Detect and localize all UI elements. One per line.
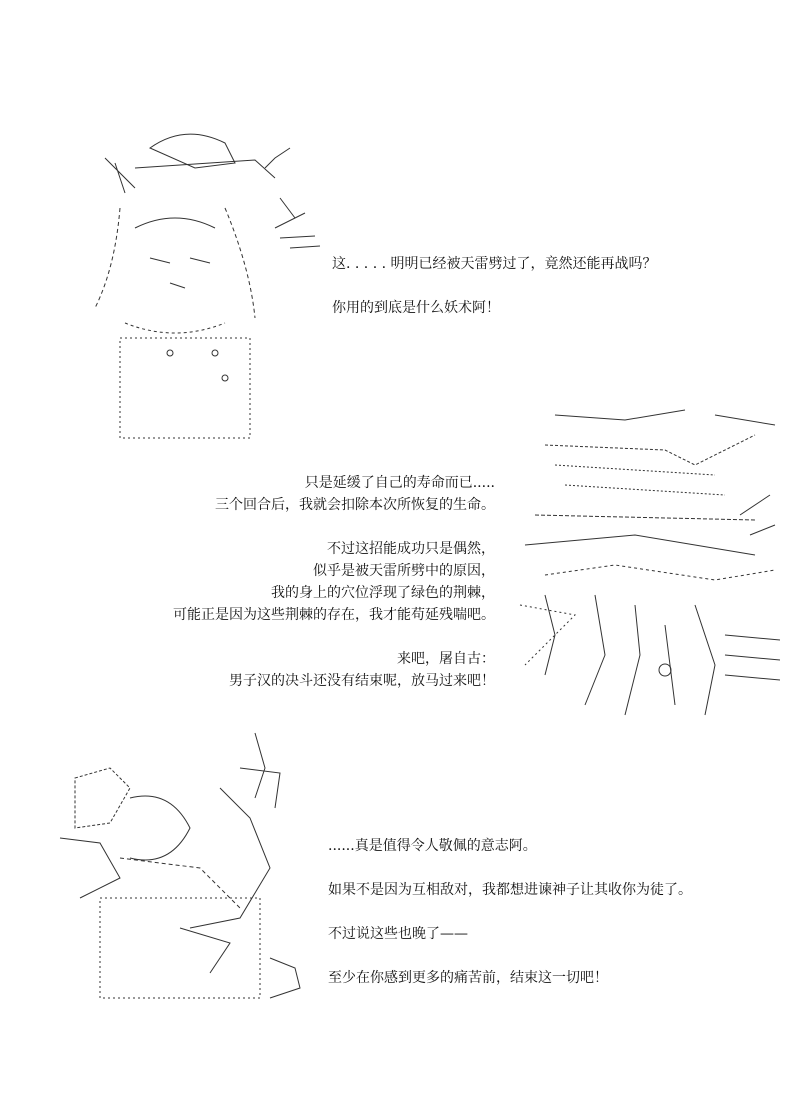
dialogue-block-3 — [328, 835, 692, 989]
dialogue-line: 至少在你感到更多的痛苦前，结束这一切吧！ — [328, 970, 608, 986]
dialogue-line: 你用的到底是什么妖术阿！ — [332, 300, 500, 316]
dialogue-line: 我的身上的穴位浮现了绿色的荆棘， — [271, 585, 495, 601]
dialogue-line: 不过这招能成功只是偶然， — [327, 541, 495, 557]
dialogue-line: ......真是值得令人敬佩的意志阿。 — [328, 838, 537, 854]
dialogue-line: 只是延缓了自己的寿命而已..... — [304, 475, 495, 491]
dialogue-line: 这. . . . . 明明已经被天雷劈过了，竟然还能再战吗？ — [332, 256, 657, 272]
dialogue-block-2 — [173, 472, 495, 692]
ascii-art-fighting-figures-icon — [40, 728, 315, 1010]
dialogue-line: 三个回合后，我就会扣除本次所恢复的生命。 — [215, 497, 495, 513]
dialogue-line: 男子汉的决斗还没有结束呢，放马过来吧！ — [229, 673, 495, 689]
dialogue-line: 不过说这些也晚了—— — [328, 926, 468, 942]
dialogue-line: 如果不是因为互相敌对，我都想进谏神子让其收你为徒了。 — [328, 882, 692, 898]
dialogue-line: 似乎是被天雷所劈中的原因， — [313, 563, 495, 579]
ascii-art-girl-with-hat-icon — [75, 118, 325, 448]
dialogue-line: 来吧，屠自古： — [397, 651, 495, 667]
dialogue-block-1 — [332, 253, 657, 319]
dialogue-line: 可能正是因为这些荆棘的存在，我才能苟延残喘吧。 — [173, 607, 495, 623]
ascii-art-armored-figure-icon — [515, 405, 783, 723]
